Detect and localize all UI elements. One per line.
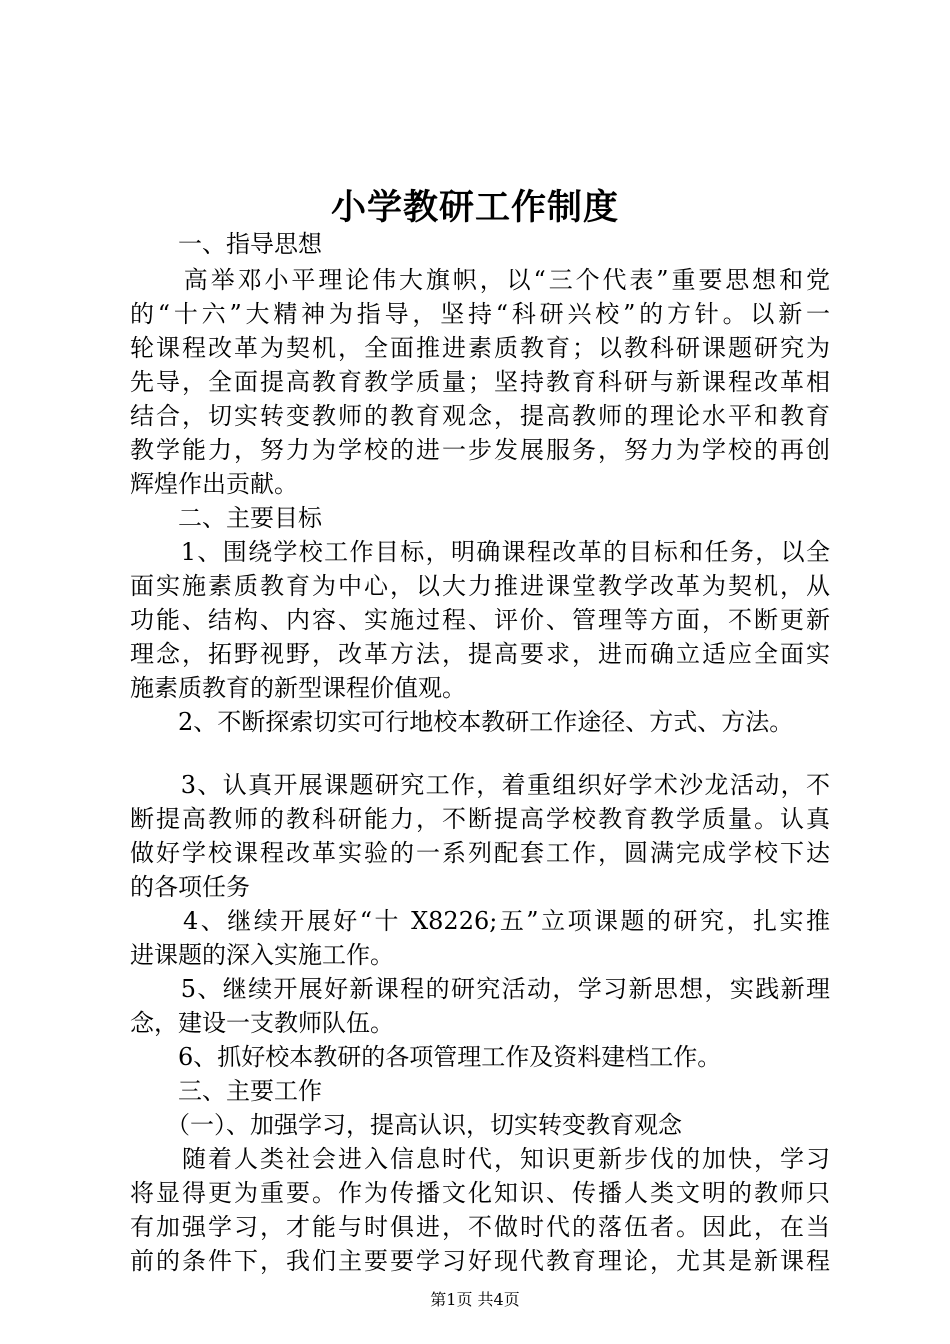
paragraph-line: 施素质教育的新型课程价值观。 xyxy=(130,674,466,702)
paragraph-line: 5、继续开展好新课程的研究活动，学习新思想，实践新理 xyxy=(130,975,830,1003)
paragraph-line: 理念，拓野视野，改革方法，提高要求，进而确立适应全面实 xyxy=(130,640,830,668)
heading-guiding-ideology: 一、指导思想 xyxy=(130,230,322,258)
paragraph-line: 的“十六”大精神为指导，坚持“科研兴校”的方针。以新一 xyxy=(130,300,830,328)
paragraph-line: 有加强学习，才能与时俱进，不做时代的落伍者。因此，在当 xyxy=(130,1213,830,1241)
paragraph-line: 1、围绕学校工作目标，明确课程改革的目标和任务，以全 xyxy=(130,538,830,566)
paragraph-line: 面实施素质教育为中心，以大力推进课堂教学改革为契机，从 xyxy=(130,572,830,600)
paragraph-line: 将显得更为重要。作为传播文化知识、传播人类文明的教师只 xyxy=(130,1179,830,1207)
paragraph-line: 功能、结构、内容、实施过程、评价、管理等方面，不断更新 xyxy=(130,606,830,634)
paragraph-line: 断提高教师的教科研能力，不断提高学校教育教学质量。认真 xyxy=(130,805,830,833)
paragraph-line: 前的条件下，我们主要要学习好现代教育理论，尤其是新课程 xyxy=(130,1247,830,1275)
subheading-strengthen-learning: （一）、加强学习，提高认识，切实转变教育观念 xyxy=(130,1111,682,1139)
paragraph-line: 随着人类社会进入信息时代，知识更新步伐的加快，学习 xyxy=(130,1145,830,1173)
paragraph-line: 辉煌作出贡献。 xyxy=(130,470,298,498)
paragraph-line: 先导，全面提高教育教学质量；坚持教育科研与新课程改革相 xyxy=(130,368,830,396)
paragraph-line: 2、不断探索切实可行地校本教研工作途径、方式、方法。 xyxy=(130,708,794,736)
paragraph-line: 高举邓小平理论伟大旗帜，以“三个代表”重要思想和党 xyxy=(130,266,830,294)
paragraph-line: 念，建设一支教师队伍。 xyxy=(130,1009,394,1037)
page-footer: 第1页 共4页 xyxy=(430,1290,520,1309)
heading-main-work: 三、主要工作 xyxy=(130,1077,322,1105)
heading-main-goals: 二、主要目标 xyxy=(130,504,322,532)
paragraph-line: 的各项任务 xyxy=(130,873,250,901)
paragraph-line: 6、抓好校本教研的各项管理工作及资料建档工作。 xyxy=(130,1043,722,1071)
paragraph-line: 教学能力，努力为学校的进一步发展服务，努力为学校的再创 xyxy=(130,436,830,464)
paragraph-line: 4、继续开展好“十 X8226;五”立项课题的研究，扎实推 xyxy=(130,907,830,935)
paragraph-line: 进课题的深入实施工作。 xyxy=(130,941,394,969)
paragraph-line: 轮课程改革为契机，全面推进素质教育；以教科研课题研究为 xyxy=(130,334,830,362)
document-title: 小学教研工作制度 xyxy=(330,187,619,228)
paragraph-line: 结合，切实转变教师的教育观念，提高教师的理论水平和教育 xyxy=(130,402,830,430)
paragraph-line: 做好学校课程改革实验的一系列配套工作，圆满完成学校下达 xyxy=(130,839,830,867)
paragraph-line: 3、认真开展课题研究工作，着重组织好学术沙龙活动，不 xyxy=(130,771,830,799)
